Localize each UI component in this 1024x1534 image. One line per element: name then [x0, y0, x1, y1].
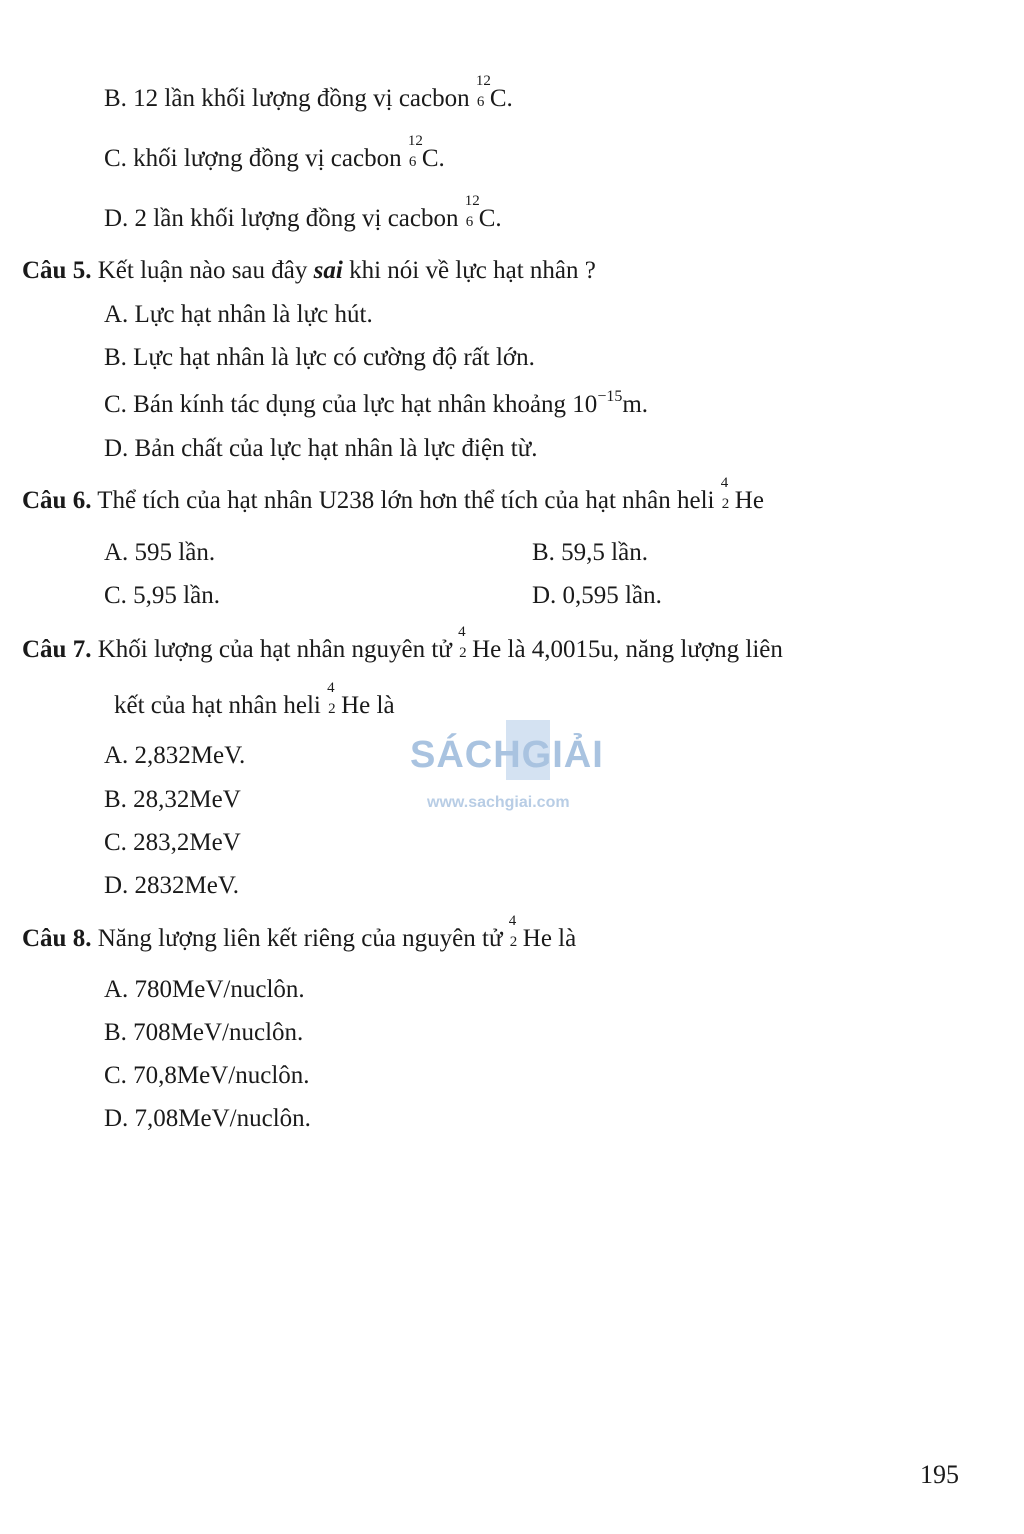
q8-stem: Câu 8. Năng lượng liên kết riêng của nguyên tử 4 2 He là — [22, 913, 577, 952]
q7-stem: Câu 7. Khối lượng của hạt nhân nguyên tử 4 2 He là 4,0015u, năng lượng liên — [22, 624, 783, 663]
q8-option-d: D. 7,08MeV/nuclôn. — [104, 1105, 311, 1132]
q5-option-c: C. Bán kính tác dụng của lực hạt nhân khoảng $10^{-15}m$. — [104, 388, 649, 418]
q7-option-a: A. 2,832MeV. — [104, 742, 246, 769]
q6-stem: Câu 6. Thể tích của hạt nhân U238 lớn hơn thể tích của hạt nhân heli 4 2 He — [22, 475, 764, 514]
page-number: 195 — [920, 1460, 959, 1489]
question-label: Câu 6. — [22, 487, 92, 514]
q5-stem: Câu 5. Kết luận nào sau đây sai khi nói về lực hạt nhân ? — [22, 257, 596, 284]
q5-option-a: A. Lực hạt nhân là lực hút. — [104, 301, 373, 328]
q4-option-d: D. 2 lần khối lượng đồng vị cacbon 12 6 C. — [104, 193, 502, 232]
q6-option-c: C. 5,95 lần. — [104, 582, 220, 609]
q4-option-c: C. khối lượng đồng vị cacbon 12 6 C. — [104, 133, 445, 172]
helium-isotope: 4 2 He là — [508, 913, 577, 952]
q8-option-a: A. 780MeV/nuclôn. — [104, 976, 305, 1003]
q7-stem-line2: kết của hạt nhân heli 4 2 He là — [114, 680, 395, 719]
q7-option-c: C. 283,2MeV — [104, 829, 241, 856]
q8-option-b: B. 708MeV/nuclôn. — [104, 1019, 304, 1046]
carbon-isotope: 12 6 C. — [407, 133, 445, 172]
question-label: Câu 5. — [22, 257, 92, 284]
q7-option-b: B. 28,32MeV — [104, 786, 241, 813]
helium-isotope: 4 2 He là — [327, 680, 395, 719]
watermark-brand: SÁCHGIẢI — [410, 734, 604, 776]
q5-option-d: D. Bản chất của lực hạt nhân là lực điện từ. — [104, 435, 538, 462]
watermark-url: www.sachgiai.com — [427, 794, 570, 811]
q5-option-b: B. Lực hạt nhân là lực có cường độ rất lớn. — [104, 344, 535, 371]
q6-option-d: D. 0,595 lần. — [532, 582, 662, 609]
q6-option-b: B. 59,5 lần. — [532, 539, 648, 566]
carbon-isotope: 12 6 C. — [464, 193, 502, 232]
q6-option-a: A. 595 lần. — [104, 539, 216, 566]
watermark-logo — [410, 718, 620, 818]
q8-option-c: C. 70,8MeV/nuclôn. — [104, 1062, 310, 1089]
question-label: Câu 7. — [22, 636, 92, 663]
carbon-isotope: 12 6 C. — [475, 73, 513, 112]
helium-isotope: 4 2 He — [720, 475, 764, 514]
q4-option-b: B. 12 lần khối lượng đồng vị cacbon 12 6 C. — [104, 73, 513, 112]
emphasis-word: sai — [313, 257, 343, 284]
question-label: Câu 8. — [22, 925, 92, 952]
helium-isotope: 4 2 He — [458, 624, 502, 663]
q7-option-d: D. 2832MeV. — [104, 872, 239, 899]
